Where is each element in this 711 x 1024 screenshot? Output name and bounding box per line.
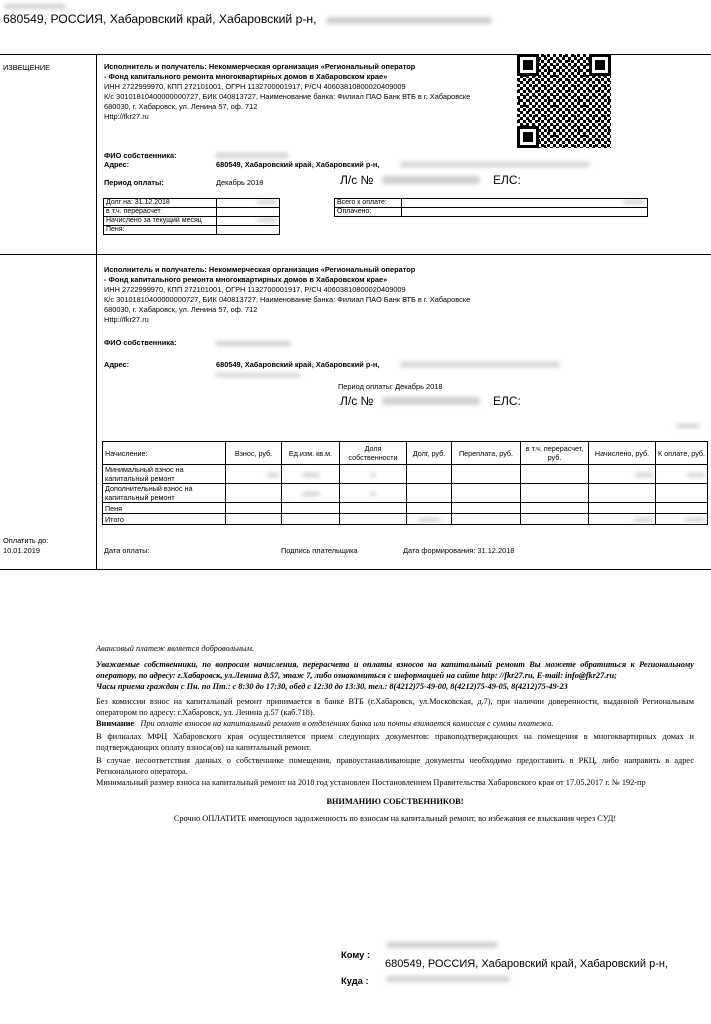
recalc-label: в т.ч. перерасчет	[104, 208, 217, 217]
to-label: Кому :	[341, 949, 371, 960]
executor-info	[104, 62, 470, 122]
col-overpay: Переплата, руб.	[452, 442, 521, 465]
attention-line	[96, 718, 694, 729]
els-label: ЕЛС:	[493, 173, 521, 187]
qr-code	[517, 54, 611, 148]
advance-note: Авансовый платеж является добровольным.	[96, 644, 254, 653]
redacted-address	[400, 362, 560, 367]
owner-label: ФИО собственника:	[104, 338, 177, 347]
reception-hours: Часы приема граждан с Пн. по Пт.: с 8:30 до 17:30, обед с 12:30 до 13:30, тел.: 8(4212)75-49-00, 8(4212)75-49-05, 8(4212)75-49-23	[96, 682, 568, 691]
attention-text: При оплате взносов на капитальный ремонт в отделениях банка или почты взимается комиссия с суммы платежа.	[140, 719, 554, 728]
bank-details: ИНН 2722999970, КПП 272101001, ОГРН 1132700001917, Р/СЧ 40603810800020409009	[104, 82, 406, 91]
col-to-pay: К оплате, руб.	[656, 442, 708, 465]
where-label: Куда :	[341, 975, 369, 986]
period-label: Период оплаты:	[104, 178, 164, 187]
footer-address: 680549, РОССИЯ, Хабаровский край, Хабаровский р-н,	[385, 958, 669, 970]
accrued-label: Начислено за текущий месяц	[104, 217, 217, 226]
mismatch-text: В случае несоответствия данных о собственнике помещения, правоустанавливающие документы необходимо предоставить в РКЦ, либо направить в адрес Регионального оператора.	[96, 756, 694, 776]
formed-date: Дата формирования: 31.12.2018	[403, 546, 515, 555]
els-label: ЕЛС:	[493, 394, 521, 408]
row-label: Пеня	[103, 503, 226, 514]
recalc-value	[217, 208, 280, 217]
accrued-value	[217, 217, 280, 226]
period-text: Период оплаты: Декабрь 2018	[338, 382, 443, 391]
redacted-address-2	[215, 373, 301, 377]
attention-word: Внимание	[96, 719, 135, 728]
table-row	[103, 484, 708, 503]
executor-site: Http://fkr27.ru	[104, 315, 149, 324]
redacted-value	[676, 424, 700, 428]
row-label: Минимальный взнос на капитальный ремонт	[103, 465, 226, 484]
address-label: Адрес:	[104, 160, 130, 169]
redacted-sender	[4, 4, 66, 9]
bank-details: ИНН 2722999970, КПП 272101001, ОГРН 1132700001917, Р/СЧ 40603810800020409009	[104, 285, 406, 294]
address-value: 680549, Хабаровский край, Хабаровский р-н,	[216, 360, 380, 369]
ls-label: Л/с №	[340, 173, 374, 187]
section-label-izveshchenie: ИЗВЕЩЕНИЕ	[3, 63, 51, 72]
signature-label: Подпись плательщика	[281, 546, 358, 555]
redacted-owner	[215, 153, 289, 158]
top-header	[0, 0, 711, 30]
charges-table	[102, 441, 708, 525]
pay-until-label: Оплатить до:	[3, 536, 49, 545]
payment-date-label: Дата оплаты:	[104, 546, 150, 555]
debt-value	[217, 199, 280, 208]
frame-bottom	[0, 569, 711, 570]
minimum-text: Минимальный размер взноса на капитальный ремонт на 2018 год установлен Постановлением Правительства Хабаровского края от 17.05.2017 г. № 192-пр	[96, 778, 646, 787]
row-label: Дополнительный взнос на капитальный ремонт	[103, 484, 226, 503]
col-accrual: Начисление:	[103, 442, 226, 465]
section-divider	[0, 254, 711, 255]
executor-address: 680030, г. Хабаровск, ул. Ленина 57, оф. 712	[104, 305, 258, 314]
executor-line: Исполнитель и получатель: Некоммерческая организация «Региональный оператор	[104, 62, 416, 71]
pay-urgently-text: Срочно ОПЛАТИТЕ имеющуюся задолженность по взносам на капитальный ремонт, во избежания ее взыскания через СУД!	[173, 814, 617, 823]
paid-value	[402, 208, 648, 217]
col-debt: Долг, руб.	[407, 442, 452, 465]
address-value: 680549, Хабаровский край, Хабаровский р-н,	[216, 160, 380, 169]
total-label: Всего к оплате:	[335, 199, 402, 208]
executor-address: 680030, г. Хабаровск, ул. Ленина 57, оф. 712	[104, 102, 258, 111]
row-label: Итого	[103, 514, 226, 525]
table-row	[103, 503, 708, 514]
address-label: Адрес:	[104, 360, 130, 369]
executor-site: Http://fkr27.ru	[104, 112, 149, 121]
mfc-text: В филиалах МФЦ Хабаровского края осуществляется прием следующих документов: правоподтверждающих на помещения в многоквартирных домах и подтверждающих оплату взноса(ов) на капитальный ремонт.	[96, 732, 694, 752]
notice-block	[96, 643, 694, 824]
redacted-address	[326, 17, 492, 24]
redacted-owner	[215, 341, 291, 346]
bank-details: К/с 30101810400000000727, БИК 040813727, Наименование банка: Филиал ПАО Банк ВТБ в г. Хабаровске	[104, 295, 471, 304]
executor-line: - Фонд капитального ремонта многоквартирных домов в Хабаровском крае»	[104, 275, 388, 284]
frame-divider	[96, 54, 97, 569]
col-recalc: в т.ч. перерасчет, руб.	[521, 442, 589, 465]
ls-label: Л/с №	[340, 394, 374, 408]
dear-owners-text: Уважаемые собственники, по вопросам начисления, перерасчета и оплаты взносов на капитальный ремонт Вы можете обратиться к Региональному оператору, по адресу: г.Хабаровск, ул.Ленина д.57, этаж 7, либо ознакомиться с информацией на сайте http: //fkr27.ru, E-mail: info@fkr27.ru;	[96, 660, 694, 680]
total-value	[402, 199, 648, 208]
table-row	[103, 514, 708, 525]
period-value: Декабрь 2018	[216, 178, 264, 187]
redacted-ls	[382, 176, 480, 184]
redacted-recipient	[386, 942, 498, 948]
table-row	[103, 465, 708, 484]
col-accrued: Начислено, руб.	[589, 442, 656, 465]
executor-info-receipt	[104, 265, 470, 325]
col-area: Ед.изм. кв.м.	[282, 442, 340, 465]
table-header-row	[103, 442, 708, 465]
owner-label: ФИО собственника:	[104, 151, 177, 160]
debt-label: Долг на: 31.12.2018	[104, 199, 217, 208]
executor-line: Исполнитель и получатель: Некоммерческая организация «Региональный оператор	[104, 265, 416, 274]
no-commission-text: Без комиссии взнос на капитальный ремонт принимается в банке ВТБ (г.Хабаровск, ул.Московская, д.7), при наличии доверенности, выданной Региональным оператором по адресу: г.Хабаровск, ул. Ленина д.57 (каб.718).	[96, 697, 694, 717]
header-address: 680549, РОССИЯ, Хабаровский край, Хабаровский р-н,	[3, 12, 317, 26]
penalty-value	[217, 226, 280, 235]
redacted-destination	[386, 976, 510, 982]
paid-label: Оплачено:	[335, 208, 402, 217]
col-fee: Взнос, руб.	[226, 442, 282, 465]
executor-line: - Фонд капитального ремонта многоквартирных домов в Хабаровском крае»	[104, 72, 388, 81]
debt-box	[103, 198, 280, 235]
redacted-ls	[382, 397, 480, 405]
penalty-label: Пеня:	[104, 226, 217, 235]
attention-owners-heading: ВНИМАНИЮ СОБСТВЕННИКОВ!	[326, 797, 464, 806]
col-share: Доля собственности	[340, 442, 407, 465]
total-box	[334, 198, 648, 217]
bank-details: К/с 30101810400000000727, БИК 040813727, Наименование банка: Филиал ПАО Банк ВТБ в г. Хабаровске	[104, 92, 471, 101]
pay-until-value: 10.01.2019	[3, 546, 40, 555]
redacted-address	[400, 162, 590, 167]
